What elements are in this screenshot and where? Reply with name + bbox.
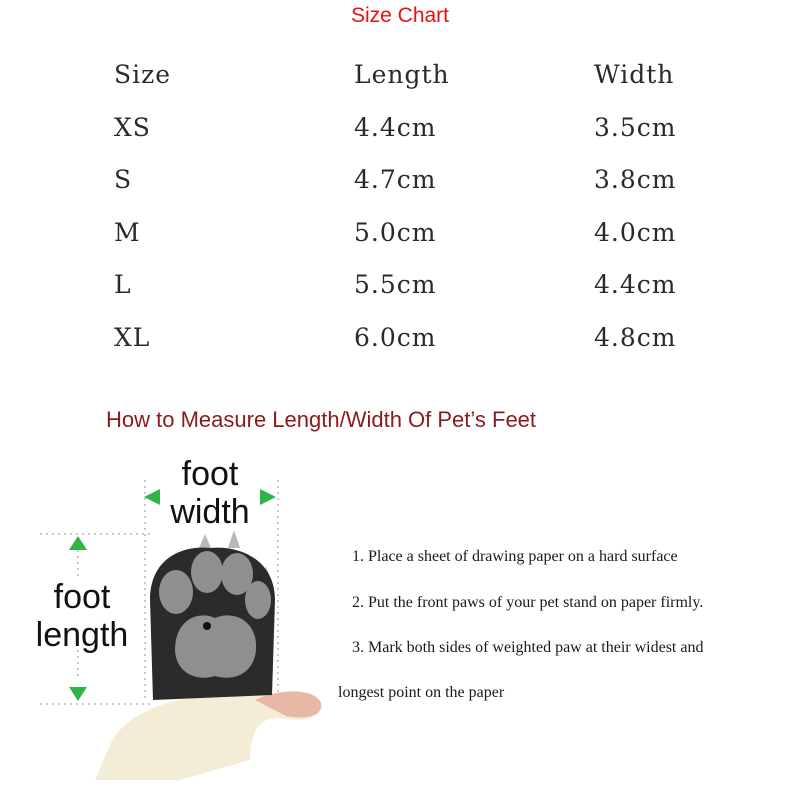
length-cell: 4.4cm [354, 112, 437, 142]
width-cell: 4.0cm [594, 217, 677, 247]
foot-length-label: foot length [35, 578, 129, 654]
size-cell: S [114, 165, 133, 195]
length-cell: 4.7cm [354, 165, 437, 195]
column-header-width: Width [594, 60, 675, 89]
page-title: Size Chart [350, 4, 450, 27]
instruction-step-3-continued: longest point on the paper [338, 684, 505, 701]
size-cell: XS [114, 112, 151, 142]
instruction-step-1: 1. Place a sheet of drawing paper on a hard surface [352, 548, 678, 565]
hand-icon [95, 691, 321, 780]
size-cell: XL [114, 322, 151, 352]
instruction-step-2: 2. Put the front paws of your pet stand on paper firmly. [352, 594, 704, 611]
width-cell: 3.5cm [594, 112, 677, 142]
foot-width-label: foot width [170, 455, 250, 531]
length-cell: 5.5cm [354, 270, 437, 300]
width-cell: 4.8cm [594, 322, 677, 352]
size-cell: L [114, 270, 132, 300]
length-cell: 6.0cm [354, 322, 437, 352]
instruction-step-3: 3. Mark both sides of weighted paw at their widest and [352, 639, 704, 656]
length-cell: 5.0cm [354, 217, 437, 247]
width-cell: 4.4cm [594, 270, 677, 300]
column-header-length: Length [354, 60, 450, 89]
size-cell: M [114, 217, 141, 247]
paw-icon [150, 548, 275, 700]
width-cell: 3.8cm [594, 165, 677, 195]
measure-title: How to Measure Length/Width Of Pet’s Feet [106, 407, 537, 432]
column-header-size: Size [114, 60, 172, 89]
